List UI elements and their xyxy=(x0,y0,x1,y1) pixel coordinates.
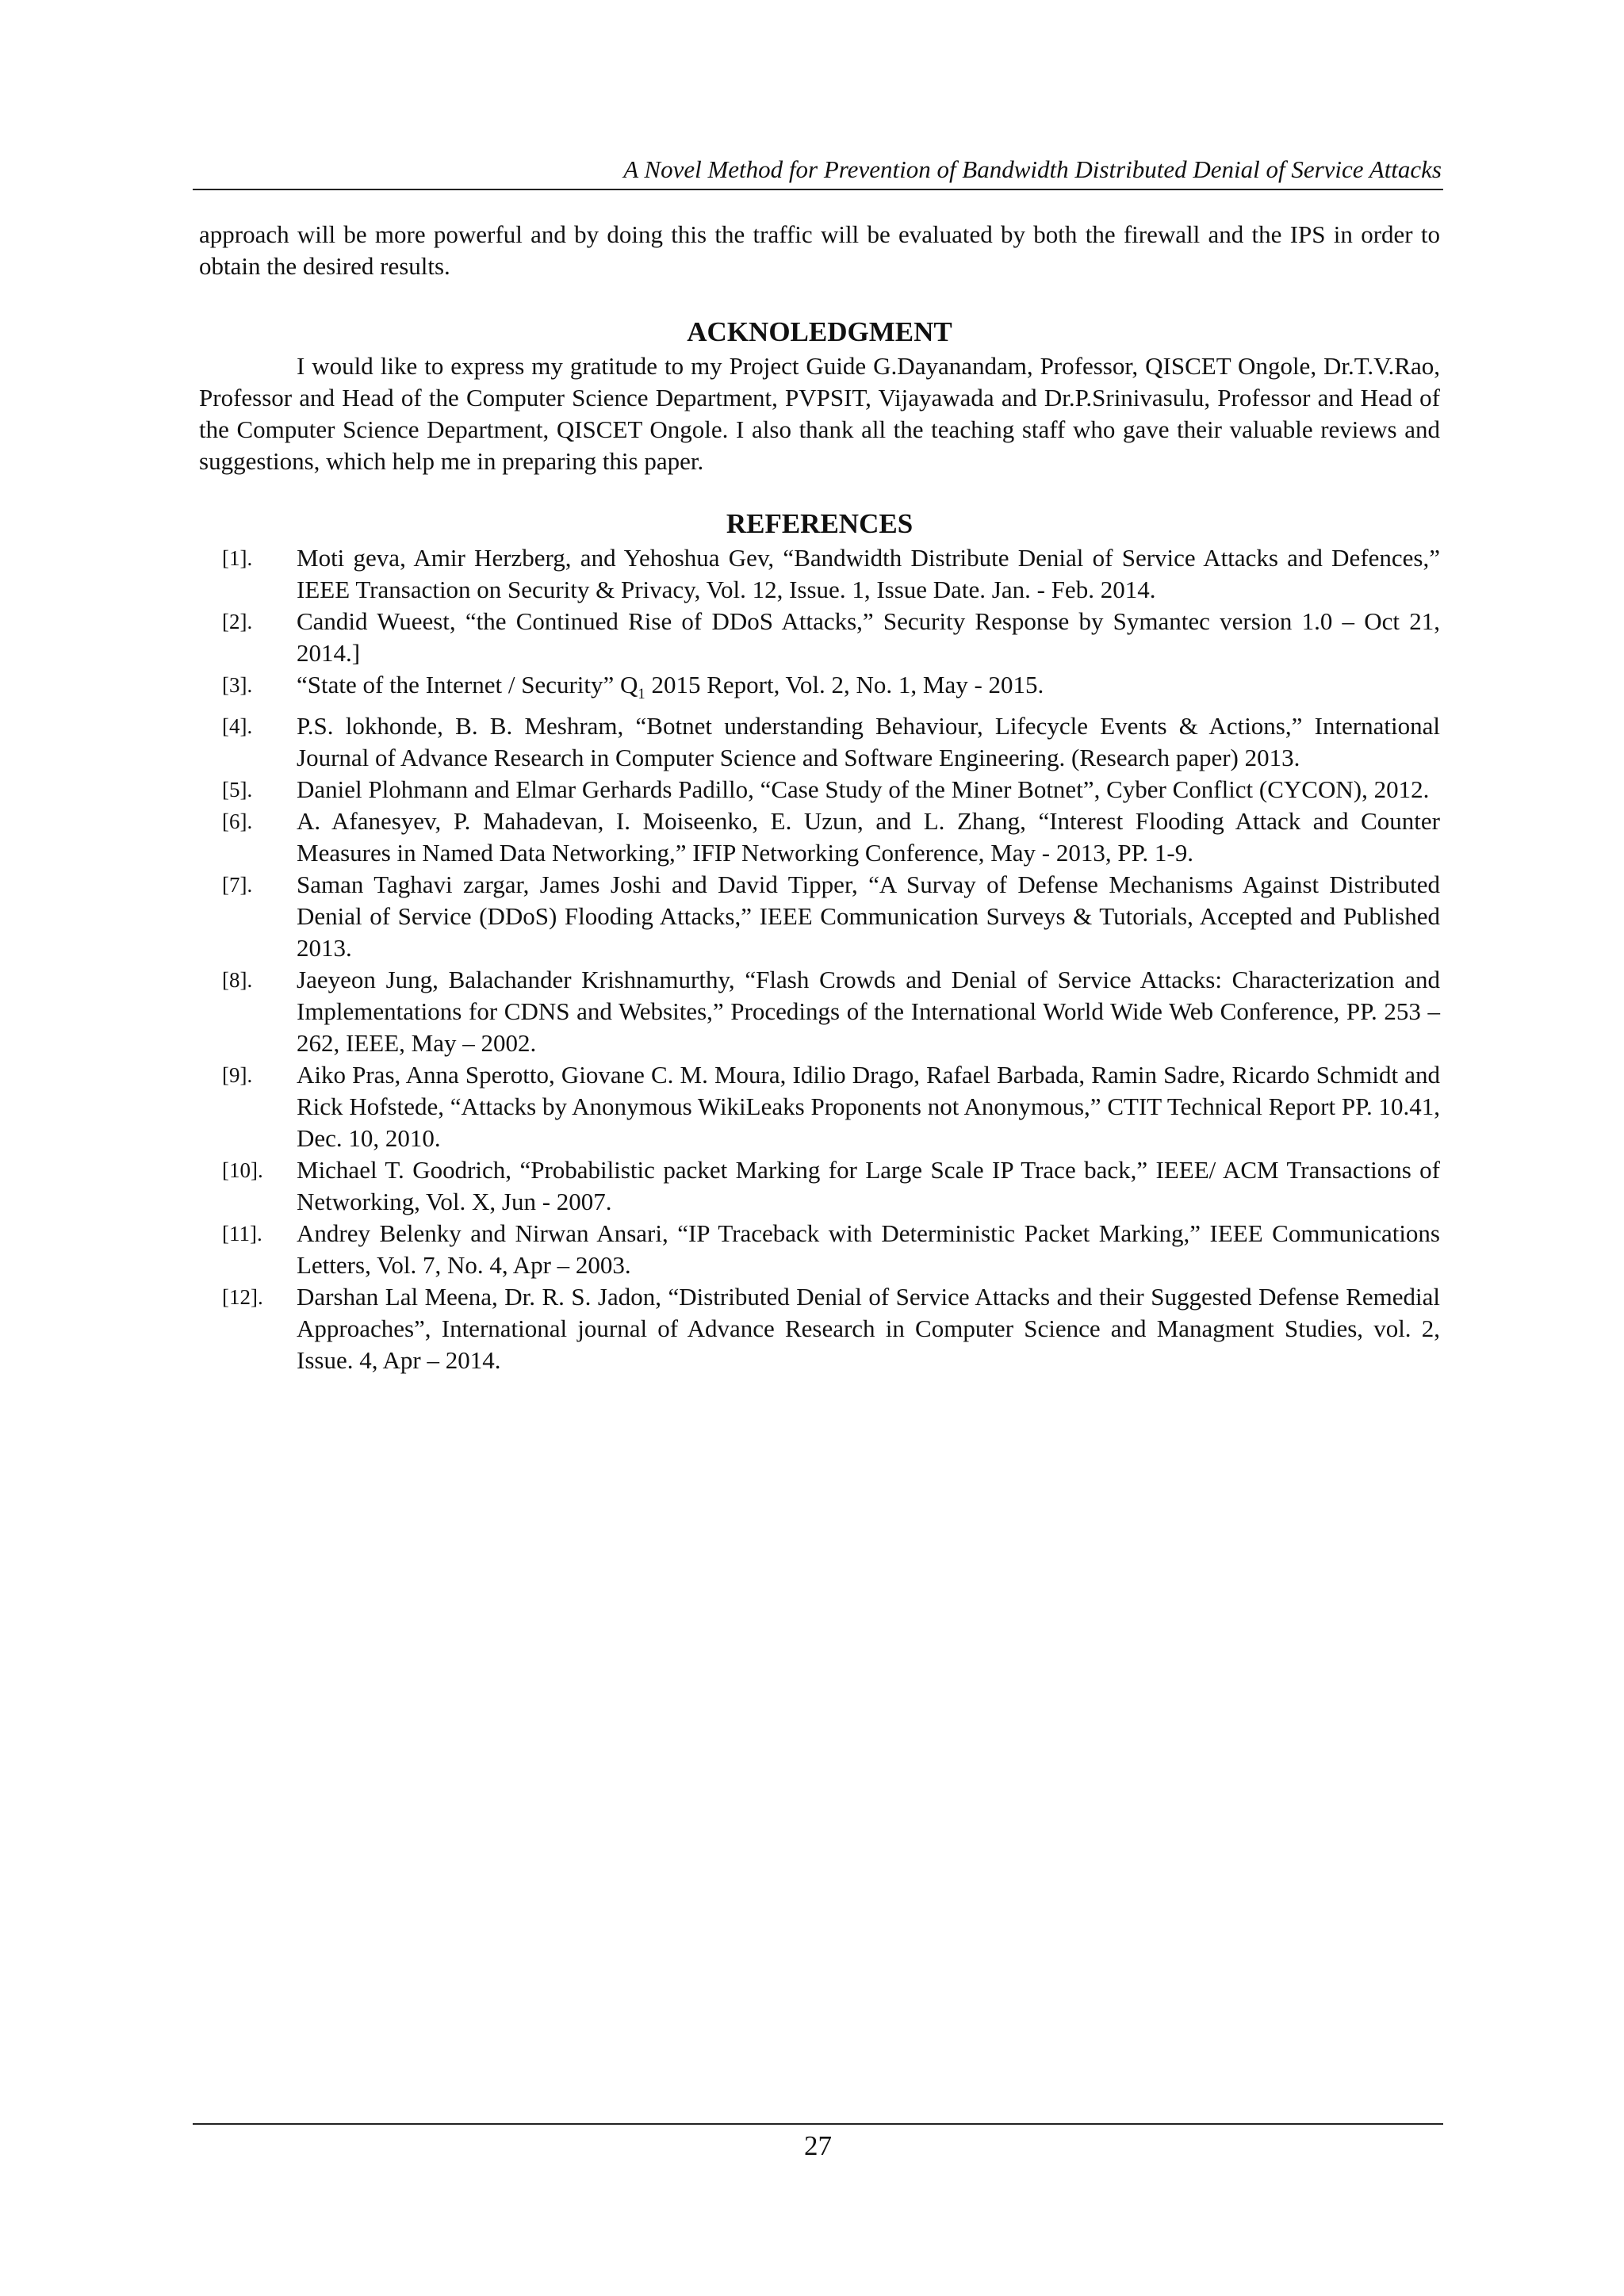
reference-item xyxy=(222,1154,1440,1218)
reference-item xyxy=(222,1218,1440,1281)
reference-item xyxy=(222,806,1440,869)
reference-number: [5]. xyxy=(222,778,253,802)
reference-number: [10]. xyxy=(222,1158,263,1183)
references-heading: REFERENCES xyxy=(726,508,914,539)
reference-item xyxy=(222,542,1440,606)
reference-number: [4]. xyxy=(222,714,253,739)
reference-number: [12]. xyxy=(222,1285,263,1310)
reference-item xyxy=(222,710,1440,774)
reference-item xyxy=(222,1281,1440,1376)
reference-item xyxy=(222,774,1440,806)
reference-text: Darshan Lal Meena, Dr. R. S. Jadon, “Distributed Denial of Service Attacks and their Suggested Defense Remedial Approaches”, International journal of Advance Research in Computer Science and Managment Studies, vol. 2, Issue. 4, Apr – 2014. xyxy=(297,1283,1440,1375)
reference-item xyxy=(222,606,1440,669)
reference-text: P.S. lokhonde, B. B. Meshram, “Botnet understanding Behaviour, Lifecycle Events & Actions,” International Journal of Advance Research in Computer Science and Software Engineering. (Research paper) 2013. xyxy=(297,712,1440,772)
reference-number: [1]. xyxy=(222,546,253,570)
reference-number: [11]. xyxy=(222,1222,262,1246)
reference-text: Michael T. Goodrich, “Probabilistic packet Marking for Large Scale IP Trace back,” IEEE/ ACM Transactions of Networking, Vol. X, Jun - 2007. xyxy=(297,1156,1440,1216)
reference-number: [8]. xyxy=(222,968,253,993)
reference-text: Saman Taghavi zargar, James Joshi and David Tipper, “A Survay of Defense Mechanisms Against Distributed Denial of Service (DDoS) Flooding Attacks,” IEEE Communication Surveys & Tutorials, Accepted and Published 2013. xyxy=(297,871,1440,962)
intro-paragraph-block xyxy=(199,219,1440,282)
running-header-title: A Novel Method for Prevention of Bandwidth Distributed Denial of Service Attacks xyxy=(623,155,1442,183)
reference-number: [2]. xyxy=(222,610,253,633)
header-rule xyxy=(193,189,1443,190)
reference-text: Daniel Plohmann and Elmar Gerhards Padillo, “Case Study of the Miner Botnet”, Cyber Conflict (CYCON), 2012. xyxy=(297,775,1430,804)
reference-number: [7]. xyxy=(222,873,253,897)
page-number: 27 xyxy=(804,2130,832,2161)
reference-list xyxy=(222,542,1440,1376)
reference-number: [3]. xyxy=(222,673,253,697)
intro-paragraph: approach will be more powerful and by doing this the traffic will be evaluated by both the firewall and the IPS in order to obtain the desired results. xyxy=(199,220,1440,280)
reference-text: A. Afanesyev, P. Mahadevan, I. Moiseenko, E. Uzun, and L. Zhang, “Interest Flooding Attack and Counter Measures in Named Data Networking,” IFIP Networking Conference, May - 2013, PP. 1-9. xyxy=(297,807,1440,867)
footer-rule xyxy=(193,2123,1443,2125)
reference-text xyxy=(297,669,1440,710)
reference-text-part: 2015 Report, Vol. 2, No. 1, May - 2015. xyxy=(645,671,1044,698)
reference-text: Jaeyeon Jung, Balachander Krishnamurthy, “Flash Crowds and Denial of Service Attacks: Characterization and Implementations for CDNS and Websites,” Procedings of the International World Wide Web Conference, PP. 253 – 262, IEEE, May – 2002. xyxy=(297,966,1440,1058)
reference-number: [6]. xyxy=(222,809,253,834)
acknowledgment-heading: ACKNOLEDGMENT xyxy=(687,316,952,347)
reference-item xyxy=(222,1059,1440,1154)
reference-text: Moti geva, Amir Herzberg, and Yehoshua Gev, “Bandwidth Distribute Denial of Service Attacks and Defences,” IEEE Transaction on Security & Privacy, Vol. 12, Issue. 1, Issue Date. Jan. - Feb. 2014. xyxy=(297,544,1440,603)
acknowledgment-text: I would like to express my gratitude to my Project Guide G.Dayanandam, Professor, QISCET Ongole, Dr.T.V.Rao, Professor and Head of the Computer Science Department, PVPSIT, Vijayawada and Dr.P.Srinivasulu, Professor and Head of the Computer Science Department, QISCET Ongole. I also thank all the teaching staff who gave their valuable reviews and suggestions, which help me in preparing this paper. xyxy=(199,352,1440,475)
reference-text-part: “State of the Internet / Security” Q xyxy=(297,671,638,698)
reference-item xyxy=(222,869,1440,964)
reference-text: Andrey Belenky and Nirwan Ansari, “IP Traceback with Deterministic Packet Marking,” IEEE Communications Letters, Vol. 7, No. 4, Apr – 2003. xyxy=(297,1219,1440,1280)
reference-text: Candid Wueest, “the Continued Rise of DDoS Attacks,” Security Response by Symantec version 1.0 – Oct 21, 2014.] xyxy=(297,607,1440,667)
reference-subscript: 1 xyxy=(638,686,645,703)
reference-number: [9]. xyxy=(222,1063,253,1088)
reference-item xyxy=(222,964,1440,1059)
reference-item xyxy=(222,669,1440,710)
acknowledgment-block xyxy=(199,350,1440,477)
reference-text: Aiko Pras, Anna Sperotto, Giovane C. M. Moura, Idilio Drago, Rafael Barbada, Ramin Sadre, Ricardo Schmidt and Rick Hofstede, “Attacks by Anonymous WikiLeaks Proponents not Anonymous,” CTIT Technical Report PP. 10.41, Dec. 10, 2010. xyxy=(297,1061,1440,1153)
